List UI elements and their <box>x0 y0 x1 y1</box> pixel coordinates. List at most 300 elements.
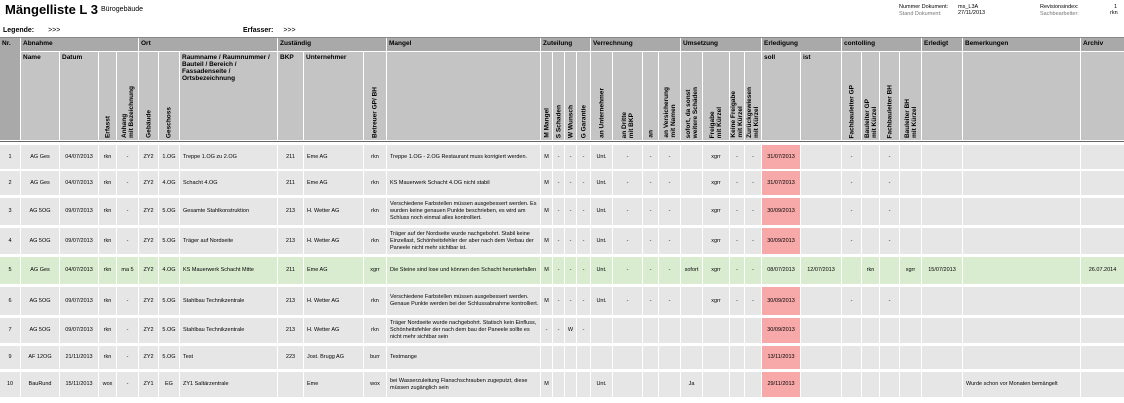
cell-raum: Stahlbau Technikzentrale <box>180 318 277 343</box>
cell-v4: - <box>659 257 680 284</box>
group-header-verrechnung: Verrechnung <box>591 38 680 51</box>
column-header-arch <box>1081 52 1124 140</box>
cell-bem <box>963 346 1080 369</box>
cell-erl <box>922 171 962 195</box>
cell-anhang: - <box>117 228 138 254</box>
cell-erfasst: rkn <box>99 171 116 195</box>
cell-u1 <box>681 171 702 195</box>
sachbearbeiter-value: rkn <box>1110 10 1118 16</box>
cell-v3: - <box>643 228 658 254</box>
cell-u3 <box>730 346 744 369</box>
cell-z2: - <box>553 228 564 254</box>
cell-u1: sofort <box>681 257 702 284</box>
cell-mangel: Träger Nordseite wurde nachgebohrt. Statisch kein Einfluss, Schönheitsfehler der nach dem bau der Paneele sollte es nicht mehr sichtbar sein <box>387 318 540 343</box>
cell-mangel: Verschiedene Farbstellen müssen ausgebessert werden. Es wurden keine genauen Punkte beschrieben, es wird am Schluss noch einmal alles kontrolliert. <box>387 198 540 225</box>
cell-ist <box>801 198 841 225</box>
cell-z3: W <box>565 318 576 343</box>
cell-erfasst: rkn <box>99 287 116 315</box>
cell-c4 <box>900 287 921 315</box>
cell-c3: - <box>880 287 899 315</box>
column-header-geschoss <box>159 52 179 140</box>
cell-unt: H. Wetter AG <box>304 228 363 254</box>
column-header-ver3-text: an <box>647 130 654 138</box>
column-header-bkp: BKP <box>278 52 303 140</box>
cell-ist <box>801 145 841 169</box>
cell-bem <box>963 287 1080 315</box>
cell-anhang: - <box>117 372 138 397</box>
cell-v3: - <box>643 145 658 169</box>
cell-unt: Eme AG <box>304 145 363 169</box>
cell-v1 <box>591 318 612 343</box>
cell-nr: 9 <box>0 346 20 369</box>
sachbearbeiter-label: Sachbearbeiter: <box>1040 11 1079 17</box>
cell-c3 <box>880 318 899 343</box>
cell-z3: - <box>565 198 576 225</box>
cell-bkp <box>278 372 303 397</box>
cell-arch <box>1081 145 1124 169</box>
cell-u2 <box>703 346 729 369</box>
cell-nr: 7 <box>0 318 20 343</box>
cell-geb: ZY2 <box>139 171 158 195</box>
column-header-um4 <box>745 52 761 140</box>
cell-geb: ZY2 <box>139 198 158 225</box>
cell-gesch: 5.OG <box>159 228 179 254</box>
cell-bkp: 211 <box>278 145 303 169</box>
cell-c4 <box>900 198 921 225</box>
column-header-um3-text: Keine Freigabe mit Kürzel <box>730 91 744 138</box>
group-header-mangel: Mangel <box>387 38 540 51</box>
cell-gesch: 5.OG <box>159 318 179 343</box>
column-header-co2-text: Bauleiter GP mit Kürzel <box>863 98 878 138</box>
column-header-bem <box>963 52 1080 140</box>
column-header-anhang-text: Anhang mit Bezeichnung <box>120 85 135 138</box>
cell-v2 <box>613 372 642 397</box>
cell-v1: Unt. <box>591 145 612 169</box>
column-header-ver1-text: an Unternehmer <box>598 88 605 138</box>
cell-z4: - <box>577 171 590 195</box>
cell-bem <box>963 257 1080 284</box>
cell-z4: - <box>577 318 590 343</box>
column-header-zut1 <box>541 52 552 140</box>
cell-raum: Test <box>180 346 277 369</box>
cell-erl: 15/07/2013 <box>922 257 962 284</box>
table-row[interactable] <box>0 228 1124 256</box>
cell-erl <box>922 318 962 343</box>
cell-c3: - <box>880 145 899 169</box>
column-header-erl <box>922 52 962 140</box>
cell-erl <box>922 228 962 254</box>
document-title: Mängelliste L 3 <box>5 2 98 17</box>
column-header-zut3-text: W Wunsch <box>567 104 574 138</box>
cell-z1: M <box>541 372 552 397</box>
cell-c2 <box>862 318 879 343</box>
cell-name: BauRund <box>21 372 59 397</box>
cell-ist <box>801 287 841 315</box>
erfasser <box>243 27 296 34</box>
cell-bem <box>963 171 1080 195</box>
cell-v2: - <box>613 145 642 169</box>
cell-v2: - <box>613 171 642 195</box>
column-header-erfasst <box>99 52 116 140</box>
cell-betr: wox <box>364 372 386 397</box>
cell-v4: - <box>659 228 680 254</box>
cell-arch: 26.07.2014 <box>1081 257 1124 284</box>
column-header-zut4 <box>577 52 590 140</box>
cell-arch <box>1081 228 1124 254</box>
cell-u2: xgrr <box>703 257 729 284</box>
cell-gesch: 5.OG <box>159 346 179 369</box>
cell-u3: - <box>730 287 744 315</box>
cell-v1: Unt. <box>591 257 612 284</box>
cell-z3: - <box>565 228 576 254</box>
column-header-um2 <box>703 52 729 140</box>
cell-v3 <box>643 318 658 343</box>
cell-u4: - <box>745 257 761 284</box>
cell-c2: rkn <box>862 257 879 284</box>
table-row[interactable] <box>0 257 1124 286</box>
cell-c1: - <box>842 198 861 225</box>
cell-v3 <box>643 372 658 397</box>
group-header-nr-: Nr. <box>0 38 20 140</box>
column-header-datum: Datum <box>60 52 98 140</box>
cell-ist <box>801 318 841 343</box>
cell-erfasst: rkn <box>99 228 116 254</box>
cell-nr: 2 <box>0 171 20 195</box>
group-header-abnahme: Abnahme <box>21 38 138 51</box>
cell-c2 <box>862 198 879 225</box>
cell-raum: Stahlbau Technikzentrale <box>180 287 277 315</box>
column-header-um3 <box>730 52 744 140</box>
cell-raum: ZY1 Saltärzentrale <box>180 372 277 397</box>
cell-arch <box>1081 318 1124 343</box>
cell-name: AG 5OG <box>21 287 59 315</box>
cell-u1 <box>681 287 702 315</box>
cell-c2 <box>862 372 879 397</box>
cell-u3 <box>730 372 744 397</box>
header-bottom-line <box>0 141 1124 142</box>
cell-u1 <box>681 198 702 225</box>
cell-v1 <box>591 346 612 369</box>
cell-soll: 29/11/2013 <box>762 372 800 397</box>
cell-v2: - <box>613 198 642 225</box>
cell-betr: rkn <box>364 198 386 225</box>
cell-z4: - <box>577 257 590 284</box>
cell-mangel: Die Steine sind lose und können den Schacht herunterfallen <box>387 257 540 284</box>
cell-z2: - <box>553 318 564 343</box>
cell-v4: - <box>659 198 680 225</box>
cell-c1: - <box>842 287 861 315</box>
nummer-value: ms_L3A <box>958 4 979 10</box>
cell-z4 <box>577 346 590 369</box>
erfasser-label: Erfasser: <box>243 27 274 34</box>
cell-bem <box>963 145 1080 169</box>
cell-raum: Träger auf Nordseite <box>180 228 277 254</box>
cell-z2: - <box>553 145 564 169</box>
cell-c4 <box>900 228 921 254</box>
cell-v3: - <box>643 287 658 315</box>
table-row[interactable] <box>0 372 1124 399</box>
cell-soll: 30/09/2013 <box>762 228 800 254</box>
cell-v4: - <box>659 145 680 169</box>
column-header-betreuer <box>364 52 386 140</box>
column-header-co3-text: Fachbauleiter BH <box>886 84 893 138</box>
cell-ist <box>801 372 841 397</box>
cell-u1: Ja <box>681 372 702 397</box>
cell-datum: 04/07/2013 <box>60 145 98 169</box>
cell-erl <box>922 145 962 169</box>
cell-z2: - <box>553 257 564 284</box>
column-header-gebaude-text: Gebäude <box>145 110 152 138</box>
cell-u3: - <box>730 198 744 225</box>
cell-geb: ZY2 <box>139 228 158 254</box>
cell-mangel: Treppe 1.OG - 2.OG Restaurant muss korrigiert werden. <box>387 145 540 169</box>
cell-u2 <box>703 318 729 343</box>
cell-v4: - <box>659 287 680 315</box>
cell-u3: - <box>730 228 744 254</box>
cell-unt: Eme AG <box>304 257 363 284</box>
cell-anhang: - <box>117 171 138 195</box>
cell-u3: - <box>730 257 744 284</box>
cell-name: AG Ges <box>21 257 59 284</box>
cell-betr: xgrr <box>364 257 386 284</box>
column-header-zut3 <box>565 52 576 140</box>
cell-nr: 1 <box>0 145 20 169</box>
cell-anhang: - <box>117 287 138 315</box>
cell-u2: xgrr <box>703 145 729 169</box>
cell-anhang: - <box>117 145 138 169</box>
column-header-um1-text: sofort, da sonst weitere Schäden <box>684 86 699 138</box>
cell-name: AG Ges <box>21 171 59 195</box>
cell-v3: - <box>643 171 658 195</box>
cell-z3 <box>565 372 576 397</box>
cell-c3: - <box>880 171 899 195</box>
cell-v4 <box>659 318 680 343</box>
cell-geb: ZY1 <box>139 372 158 397</box>
column-header-unternehmer: Unternehmer <box>304 52 363 140</box>
cell-z3: - <box>565 287 576 315</box>
table-row[interactable] <box>0 346 1124 371</box>
revision-label: Revisionsindex: <box>1040 4 1079 10</box>
column-header-zut2-text: S Schaden <box>555 104 562 138</box>
revision-value: 1 <box>1114 4 1118 10</box>
cell-arch <box>1081 287 1124 315</box>
cell-name: AG 5OG <box>21 228 59 254</box>
cell-v3: - <box>643 198 658 225</box>
erfasser-value: >>> <box>283 27 296 34</box>
cell-gesch: 4.OG <box>159 171 179 195</box>
document-header <box>0 0 1124 40</box>
cell-c4 <box>900 318 921 343</box>
column-header-geschoss-text: Geschoss <box>165 106 173 138</box>
nummer-label: Nummer Dokument: <box>899 4 949 10</box>
cell-z1: M <box>541 257 552 284</box>
cell-name: AG 5OG <box>21 318 59 343</box>
cell-v1: Unt. <box>591 171 612 195</box>
cell-c1 <box>842 318 861 343</box>
cell-geb: ZY2 <box>139 346 158 369</box>
column-header-co1 <box>842 52 861 140</box>
cell-c1 <box>842 346 861 369</box>
table-row[interactable] <box>0 198 1124 227</box>
cell-u4 <box>745 318 761 343</box>
cell-bkp: 213 <box>278 318 303 343</box>
group-header-contolling: contolling <box>842 38 921 51</box>
cell-c3: - <box>880 228 899 254</box>
cell-erl <box>922 287 962 315</box>
cell-u4 <box>745 346 761 369</box>
cell-v1: Unt. <box>591 287 612 315</box>
cell-geb: ZY2 <box>139 287 158 315</box>
column-header-co1-text: Fachbauleiter GP <box>848 84 855 138</box>
cell-nr: 10 <box>0 372 20 397</box>
cell-c2 <box>862 287 879 315</box>
cell-c4 <box>900 145 921 169</box>
cell-z3 <box>565 346 576 369</box>
group-header-umsetzung: Umsetzung <box>681 38 761 51</box>
cell-mangel: Testmange <box>387 346 540 369</box>
cell-datum: 04/07/2013 <box>60 171 98 195</box>
cell-raum: KS Mauerwerk Schacht Mitte <box>180 257 277 284</box>
date-label: Stand Dokument: <box>899 11 942 17</box>
column-header-anhang <box>117 52 138 140</box>
cell-gesch: EG <box>159 372 179 397</box>
cell-u1 <box>681 145 702 169</box>
cell-v3 <box>643 346 658 369</box>
cell-erfasst: rkn <box>99 318 116 343</box>
cell-arch <box>1081 346 1124 369</box>
group-header-bemerkungen: Bemerkungen <box>963 38 1080 51</box>
document-subtitle: Bürogebäude <box>101 6 144 13</box>
cell-geb: ZY2 <box>139 257 158 284</box>
cell-betr: rkn <box>364 228 386 254</box>
cell-c3: - <box>880 198 899 225</box>
cell-ist <box>801 346 841 369</box>
group-header-erledigt: Erledigt <box>922 38 962 51</box>
cell-bem <box>963 318 1080 343</box>
cell-mangel: Träger auf der Nordseite wurde nachgebohrt. Stabil keine Einzellast, Schönheitsfehler der aber nach dem Verbau der Paneele nicht mehr sichtbar ist. <box>387 228 540 254</box>
cell-c1 <box>842 257 861 284</box>
cell-c4 <box>900 372 921 397</box>
cell-erfasst: rkn <box>99 198 116 225</box>
cell-soll: 30/09/2013 <box>762 198 800 225</box>
cell-betr: rkn <box>364 318 386 343</box>
cell-unt: H. Wetter AG <box>304 287 363 315</box>
table-row[interactable] <box>0 318 1124 345</box>
cell-erl <box>922 198 962 225</box>
cell-z3: - <box>565 257 576 284</box>
cell-z4: - <box>577 145 590 169</box>
column-header-mangel <box>387 52 540 140</box>
cell-u4: - <box>745 145 761 169</box>
table-row[interactable] <box>0 287 1124 317</box>
cell-u4: - <box>745 171 761 195</box>
column-header-ist: ist <box>801 52 841 140</box>
cell-erl <box>922 372 962 397</box>
cell-datum: 09/07/2013 <box>60 287 98 315</box>
cell-z4 <box>577 372 590 397</box>
cell-datum: 15/11/2013 <box>60 372 98 397</box>
cell-u1 <box>681 346 702 369</box>
cell-bkp: 211 <box>278 171 303 195</box>
cell-u3: - <box>730 145 744 169</box>
cell-z1 <box>541 346 552 369</box>
cell-z1: M <box>541 171 552 195</box>
cell-unt: H. Wetter AG <box>304 318 363 343</box>
cell-name: AF 12OG <box>21 346 59 369</box>
cell-c4 <box>900 171 921 195</box>
cell-soll: 30/09/2013 <box>762 318 800 343</box>
cell-c3 <box>880 346 899 369</box>
cell-v4 <box>659 372 680 397</box>
cell-c1: - <box>842 228 861 254</box>
column-header-co2 <box>862 52 879 140</box>
cell-v2 <box>613 346 642 369</box>
cell-c2 <box>862 228 879 254</box>
legend-label: Legende: <box>3 27 35 34</box>
column-header-gebaude <box>139 52 158 140</box>
cell-anhang: ma 5 <box>117 257 138 284</box>
cell-u2: xgrr <box>703 171 729 195</box>
column-header-zut1-text: M Mangel <box>543 108 550 138</box>
cell-datum: 09/07/2013 <box>60 228 98 254</box>
cell-v1: Unt. <box>591 372 612 397</box>
group-header-erledigung: Erledigung <box>762 38 841 51</box>
cell-z1: - <box>541 318 552 343</box>
cell-betr: burr <box>364 346 386 369</box>
cell-erfasst: rkn <box>99 145 116 169</box>
cell-z2 <box>553 346 564 369</box>
date-value: 27/11/2013 <box>958 10 986 16</box>
cell-arch <box>1081 198 1124 225</box>
cell-z1: M <box>541 145 552 169</box>
cell-mangel: bei Wasserzuleitung Flanschschrauben zugeputzt, diese müssen zugänglich sein <box>387 372 540 397</box>
cell-v2 <box>613 318 642 343</box>
cell-datum: 21/11/2013 <box>60 346 98 369</box>
cell-raum: Gesamte Stahlkonstruktion <box>180 198 277 225</box>
cell-arch <box>1081 171 1124 195</box>
cell-anhang: - <box>117 318 138 343</box>
cell-bem <box>963 228 1080 254</box>
cell-betr: rkn <box>364 287 386 315</box>
group-header-zust-ndig: Zuständig <box>278 38 386 51</box>
cell-u3 <box>730 318 744 343</box>
cell-ist: 12/07/2013 <box>801 257 841 284</box>
cell-datum: 04/07/2013 <box>60 257 98 284</box>
cell-unt: H. Wetter AG <box>304 198 363 225</box>
cell-u4: - <box>745 287 761 315</box>
cell-erfasst: wox <box>99 372 116 397</box>
cell-bkp: 211 <box>278 257 303 284</box>
cell-anhang: - <box>117 198 138 225</box>
cell-soll: 31/07/2013 <box>762 145 800 169</box>
cell-bem <box>963 198 1080 225</box>
cell-arch <box>1081 372 1124 397</box>
cell-bkp: 213 <box>278 198 303 225</box>
column-header-co4-text: Bauleiter BH mit Kürzel <box>903 98 918 138</box>
cell-c2 <box>862 346 879 369</box>
table-row[interactable] <box>0 145 1124 171</box>
cell-v4 <box>659 346 680 369</box>
cell-z4: - <box>577 198 590 225</box>
cell-bkp: 223 <box>278 346 303 369</box>
cell-c2 <box>862 171 879 195</box>
cell-bkp: 213 <box>278 228 303 254</box>
column-header-betreuer-text: Betreuer GP/ BH <box>371 87 379 138</box>
column-header-um2-text: Freigabe mit Kürzel <box>709 106 723 138</box>
table-row[interactable] <box>0 171 1124 197</box>
cell-u2: xgrr <box>703 198 729 225</box>
cell-geb: ZY2 <box>139 318 158 343</box>
